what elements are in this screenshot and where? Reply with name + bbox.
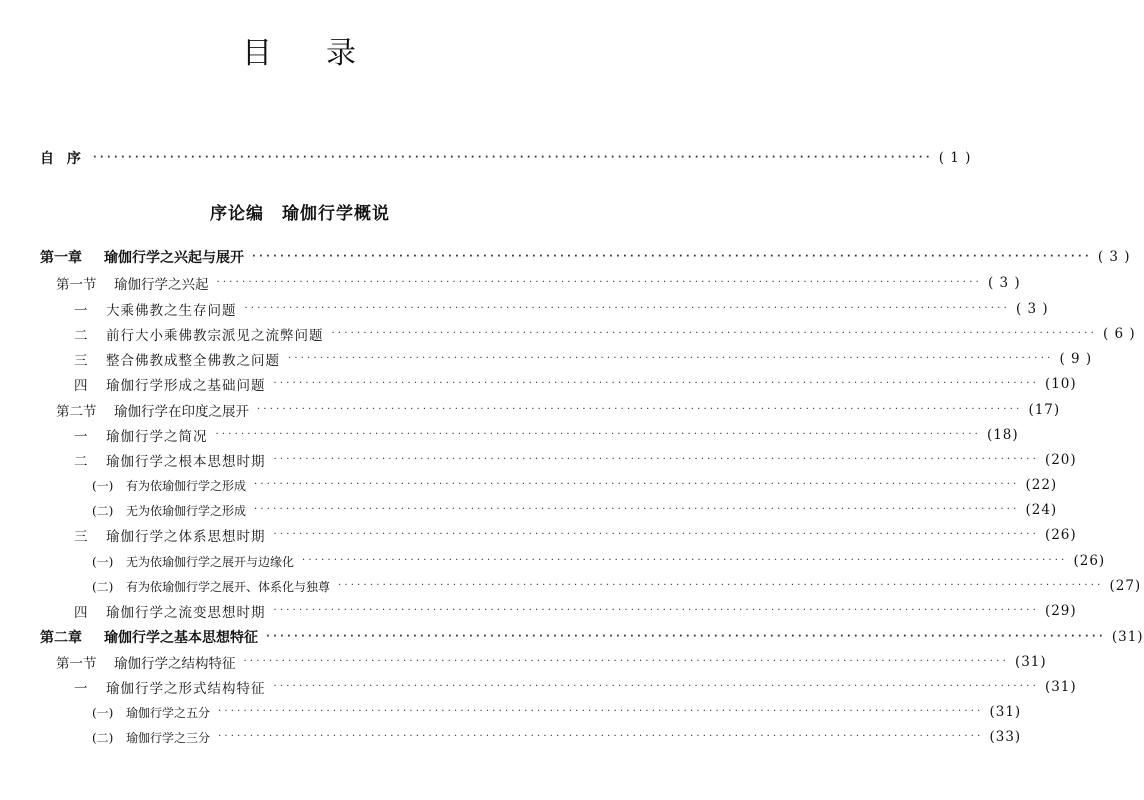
toc-entry-number: 三 <box>74 353 88 369</box>
toc-entry[interactable] <box>92 549 1106 573</box>
toc-entry-number: 第二节 <box>56 404 97 420</box>
leader-dots: ························································································································ <box>302 555 1068 566</box>
toc-page-number: ( 3 ) <box>1097 249 1131 265</box>
toc-page-number: ( 3 ) <box>1015 301 1049 317</box>
toc-entry-number: 第一章 <box>40 250 82 266</box>
toc-entry-title: 瑜伽行学形成之基础问题 <box>106 378 266 394</box>
toc-entry-title: 瑜伽行学之兴起 <box>114 277 209 293</box>
leader-dots: ························································································································ <box>338 580 1104 591</box>
toc-entry[interactable] <box>74 675 1077 699</box>
toc-page-number: (18) <box>986 427 1019 443</box>
toc-entry[interactable] <box>74 523 1077 547</box>
toc-entry-number: 一 <box>74 681 88 697</box>
toc-entry[interactable] <box>74 372 1077 396</box>
toc-entry-title: 无为依瑜伽行学之形成 <box>126 503 247 518</box>
leader-dots: ························································································································ <box>243 656 1009 667</box>
toc-page-number: (20) <box>1044 452 1077 468</box>
toc-page-number: ( 6 ) <box>1102 326 1136 342</box>
toc-entry-number: 一 <box>74 429 88 445</box>
toc-entry-title: 瑜伽行学之三分 <box>126 730 211 745</box>
toc-entry-title: 瑜伽行学之体系思想时期 <box>106 529 266 545</box>
leader-dots: ························································································································ <box>254 504 1020 515</box>
toc-entry-number: 二 <box>74 454 88 470</box>
toc-entry-number: 四 <box>74 378 88 394</box>
toc-entry[interactable] <box>74 347 1093 371</box>
toc-entry[interactable] <box>92 574 1142 598</box>
leader-dots: ························································································································ <box>216 277 982 288</box>
part-heading <box>0 199 600 224</box>
toc-entry-number: 二 <box>74 328 88 344</box>
toc-entry-number: 三 <box>74 529 88 545</box>
toc-entry-title: 有为依瑜伽行学之形成 <box>126 478 247 493</box>
toc-page-number: (26) <box>1044 527 1077 543</box>
toc-page-number: (31) <box>1014 654 1047 670</box>
toc-entry[interactable] <box>56 650 1047 674</box>
toc-entry-title: 大乘佛教之生存问题 <box>106 303 237 319</box>
leader-dots: ························································································································ <box>273 605 1039 616</box>
toc-page-number: ( 1 ) <box>938 150 972 166</box>
toc-entry[interactable] <box>92 725 1022 749</box>
title-char-1: 目 <box>242 36 274 71</box>
leader-dots: ························································································································ <box>244 303 1010 314</box>
toc-entry-title: 瑜伽行学之简况 <box>106 429 208 445</box>
title-char-2: 录 <box>326 36 358 71</box>
toc-entry[interactable] <box>56 271 1021 295</box>
page-title <box>0 28 600 72</box>
toc-page-number: ( 3 ) <box>987 275 1021 291</box>
toc-entry-number: 第一节 <box>56 277 97 293</box>
leader-dots: ························································································································ <box>92 152 933 163</box>
toc-page-number: ( 9 ) <box>1059 351 1093 367</box>
toc-entry[interactable] <box>74 423 1019 447</box>
toc-page-number: (17) <box>1028 402 1061 418</box>
toc-entry-number: (二) <box>92 503 114 518</box>
leader-dots: ························································································································ <box>254 479 1020 490</box>
toc-entry-number: 第二章 <box>40 630 82 646</box>
toc-entry[interactable] <box>74 322 1136 346</box>
toc-entry-number: (一) <box>92 705 114 720</box>
toc-entry-title: 瑜伽行学之五分 <box>126 705 211 720</box>
toc-entry-number: 四 <box>74 605 88 621</box>
leader-dots: ························································································································ <box>331 328 1097 339</box>
toc-page-number: (31) <box>989 704 1022 720</box>
toc-page-number: (29) <box>1044 603 1077 619</box>
toc-entry-title: 无为依瑜伽行学之展开与边缘化 <box>126 554 295 569</box>
leader-dots: ························································································································ <box>218 731 984 742</box>
leader-dots: ························································································································ <box>257 404 1023 415</box>
toc-entry[interactable] <box>74 297 1049 321</box>
leader-dots: ························································································································ <box>273 378 1039 389</box>
toc-page-number: (31) <box>1044 679 1077 695</box>
toc-entry-number: (一) <box>92 554 114 569</box>
toc-page-number: (31) <box>1111 629 1144 645</box>
leader-dots: ························································································································ <box>252 251 1092 262</box>
toc-entry[interactable] <box>74 599 1077 623</box>
toc-entry-title: 前行大小乘佛教宗派见之流弊问题 <box>106 328 324 344</box>
leader-dots: ························································································································ <box>266 631 1106 642</box>
toc-page-number: (22) <box>1025 477 1058 493</box>
toc-page-number: (33) <box>989 729 1022 745</box>
toc-entry-title: 瑜伽行学之基本思想特征 <box>104 630 258 646</box>
toc-entry-number: (二) <box>92 579 114 594</box>
toc-entry[interactable] <box>56 398 1061 422</box>
toc-entry[interactable] <box>92 498 1058 522</box>
leader-dots: ························································································································ <box>218 706 984 717</box>
toc-entry[interactable] <box>92 700 1022 724</box>
toc-entry-number: 一 <box>74 303 88 319</box>
toc-entry[interactable] <box>92 473 1058 497</box>
leader-dots: ························································································································ <box>273 454 1039 465</box>
toc-page-number: (27) <box>1109 578 1142 594</box>
toc-page-number: (10) <box>1044 376 1077 392</box>
leader-dots: ························································································································ <box>273 529 1039 540</box>
toc-page-number: (24) <box>1025 502 1058 518</box>
toc-entry[interactable] <box>74 448 1077 472</box>
toc-entry-title: 瑜伽行学之形式结构特征 <box>106 681 266 697</box>
toc-entry-number: (一) <box>92 478 114 493</box>
toc-page-number: (26) <box>1073 553 1106 569</box>
leader-dots: ························································································································ <box>288 353 1054 364</box>
toc-entry[interactable] <box>40 146 972 170</box>
part-label: 序论编 <box>210 204 264 224</box>
toc-entry-number: 自 序 <box>40 151 85 167</box>
toc-entry-number: (二) <box>92 730 114 745</box>
toc-entry-title: 有为依瑜伽行学之展开、体系化与独尊 <box>126 579 331 594</box>
leader-dots: ························································································································ <box>215 429 981 440</box>
toc-entry-title: 瑜伽行学之兴起与展开 <box>104 250 244 266</box>
leader-dots: ························································································································ <box>273 681 1039 692</box>
toc-entry-title: 瑜伽行学之根本思想时期 <box>106 454 266 470</box>
part-title: 瑜伽行学概说 <box>282 204 390 224</box>
toc-entry-number: 第一节 <box>56 656 97 672</box>
toc-entry-title: 瑜伽行学之流变思想时期 <box>106 605 266 621</box>
toc-entry[interactable] <box>40 625 1144 649</box>
toc-entry[interactable] <box>40 245 1131 269</box>
toc-entry-title: 瑜伽行学在印度之展开 <box>114 404 249 420</box>
toc-entry-title: 瑜伽行学之结构特征 <box>114 656 236 672</box>
toc-entry-title: 整合佛教成整全佛教之问题 <box>106 353 280 369</box>
